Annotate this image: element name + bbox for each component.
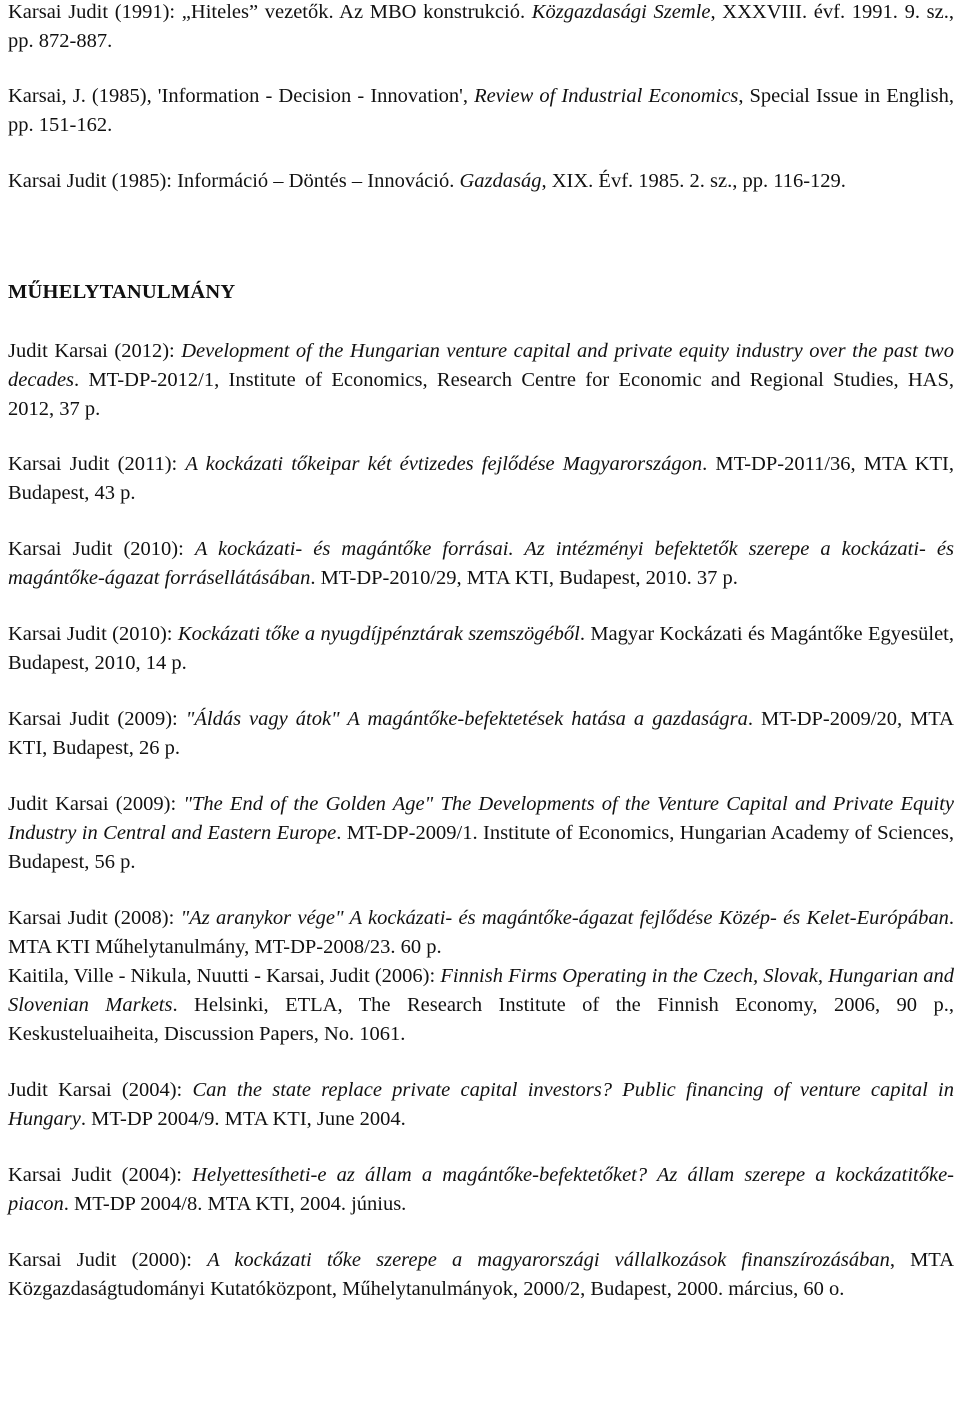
ref-part-italic: Can the state replace private capital investors? Public financing of venture capital in Hungary: [8, 1079, 954, 1130]
ref-part: Judit Karsai (2004):: [8, 1079, 193, 1101]
ref-part-italic: Review of Industrial Economics: [474, 85, 739, 107]
ref-part: Karsai Judit (2004):: [8, 1164, 193, 1186]
ref-finnish-2006: [8, 962, 954, 1049]
ref-finanszirozas-2000: [8, 1246, 954, 1304]
ref-informacio-hu: [8, 167, 954, 196]
ref-part: , MTA Közgazdaságtudományi Kutatóközpont, Műhelytanulmányok, 2000/2, Budapest, 2000. március, 60 o.: [8, 1249, 954, 1300]
ref-hiteles: [8, 0, 954, 56]
ref-part-italic: Kockázati tőke a nyugdíjpénztárak szemszögéből: [177, 623, 580, 645]
ref-part: Karsai Judit (2010):: [8, 538, 195, 560]
ref-part: Karsai Judit (2008):: [8, 907, 181, 929]
ref-state-replace-2004: [8, 1076, 954, 1134]
ref-part-italic: A kockázati tőkeipar két évtizedes fejlődése Magyarországon: [185, 453, 703, 475]
ref-part: . MT-DP-2012/1, Institute of Economics, Research Centre for Economic and Regional Studies, HAS, 2012, 37 p.: [8, 369, 954, 420]
ref-part: Kaitila, Ville - Nikula, Nuutti - Karsai, Judit (2006):: [8, 965, 441, 987]
ref-nyugdij-2010: [8, 620, 954, 678]
ref-part-italic: "Az aranykor vége" A kockázati- és magántőke-ágazat fejlődése Közép- és Kelet-Európában: [180, 907, 949, 929]
ref-information-en: [8, 82, 954, 140]
ref-part-italic: "Áldás vagy átok" A magántőke-befektetések hatása a gazdaságra: [185, 708, 748, 730]
ref-part: , XXXVIII. évf. 1991. 9. sz., pp. 872-887.: [8, 1, 955, 52]
ref-part: . MT-DP-2011/36, MTA KTI, Budapest, 43 p.: [8, 453, 954, 504]
ref-part: Karsai Judit (2000):: [8, 1249, 208, 1271]
ref-part-italic: Gazdaság: [459, 170, 542, 192]
ref-part: Karsai, J. (1985), 'Information - Decision - Innovation',: [8, 85, 475, 107]
ref-part: Karsai Judit (1991): „Hiteles” vezetők. Az MBO konstrukció.: [8, 1, 532, 23]
ref-part: . MT-DP-2010/29, MTA KTI, Budapest, 2010. 37 p.: [310, 567, 738, 589]
ref-part: . Magyar Kockázati és Magántőke Egyesület, Budapest, 2010, 14 p.: [8, 623, 954, 674]
ref-part: , Special Issue in English, pp. 151-162.: [8, 85, 955, 136]
ref-kockazati-2011: [8, 450, 954, 508]
ref-part: , XIX. Évf. 1985. 2. sz., pp. 116-129.: [541, 170, 846, 192]
section-heading: MŰHELYTANULMÁNY: [8, 281, 236, 303]
ref-golden-age-2009: [8, 790, 954, 877]
ref-part: . MTA KTI Műhelytanulmány, MT-DP-2008/23. 60 p.: [8, 907, 954, 958]
ref-part-italic: Helyettesítheti-e az állam a magántőke-befektetőket? Az állam szerepe a kockázatitőke-piacon: [8, 1164, 954, 1215]
ref-part: Karsai Judit (2010):: [8, 623, 178, 645]
ref-part: Karsai Judit (2011):: [8, 453, 186, 475]
ref-part-italic: "The End of the Golden Age" The Developments of the Venture Capital and Private Equity Industry in Central and Eastern Europe: [8, 793, 954, 844]
ref-part-italic: A kockázati- és magántőke forrásai. Az intézményi befektetők szerepe a kockázati- és magántőke-ágazat forrásellátásában: [8, 538, 954, 589]
ref-development-2012: [8, 337, 954, 424]
ref-part: . MT-DP-2009/1. Institute of Economics, Hungarian Academy of Sciences, Budapest, 56 p.: [8, 822, 954, 873]
ref-part: . MT-DP 2004/9. MTA KTI, June 2004.: [80, 1108, 406, 1130]
ref-part: Judit Karsai (2012):: [8, 340, 182, 362]
ref-part: Karsai Judit (1985): Információ ‒ Döntés ‒ Innováció.: [8, 170, 460, 192]
ref-part: Judit Karsai (2009):: [8, 793, 184, 815]
ref-aranykor-2008: [8, 904, 954, 962]
ref-part: Karsai Judit (2009):: [8, 708, 186, 730]
ref-part-italic: Közgazdasági Szemle: [531, 1, 711, 23]
ref-helyettesitheti-2004: [8, 1161, 954, 1219]
ref-part-italic: Finnish Firms Operating in the Czech, Slovak, Hungarian and Slovenian Markets: [8, 965, 955, 1016]
ref-part: . Helsinki, ETLA, The Research Institute of the Finnish Economy, 2006, 90 p., Keskusteluaiheita, Discussion Papers, No. 1061.: [8, 994, 954, 1045]
ref-aldas-2009: [8, 705, 954, 763]
ref-part-italic: A kockázati tőke szerepe a magyarországi vállalkozások finanszírozásában: [207, 1249, 890, 1271]
ref-part: . MT-DP-2009/20, MTA KTI, Budapest, 26 p.: [8, 708, 954, 759]
ref-part-italic: Development of the Hungarian venture capital and private equity industry over the past two decades: [8, 340, 954, 391]
ref-part: . MT-DP 2004/8. MTA KTI, 2004. június.: [63, 1193, 407, 1215]
ref-forrasai-2010: [8, 535, 954, 593]
